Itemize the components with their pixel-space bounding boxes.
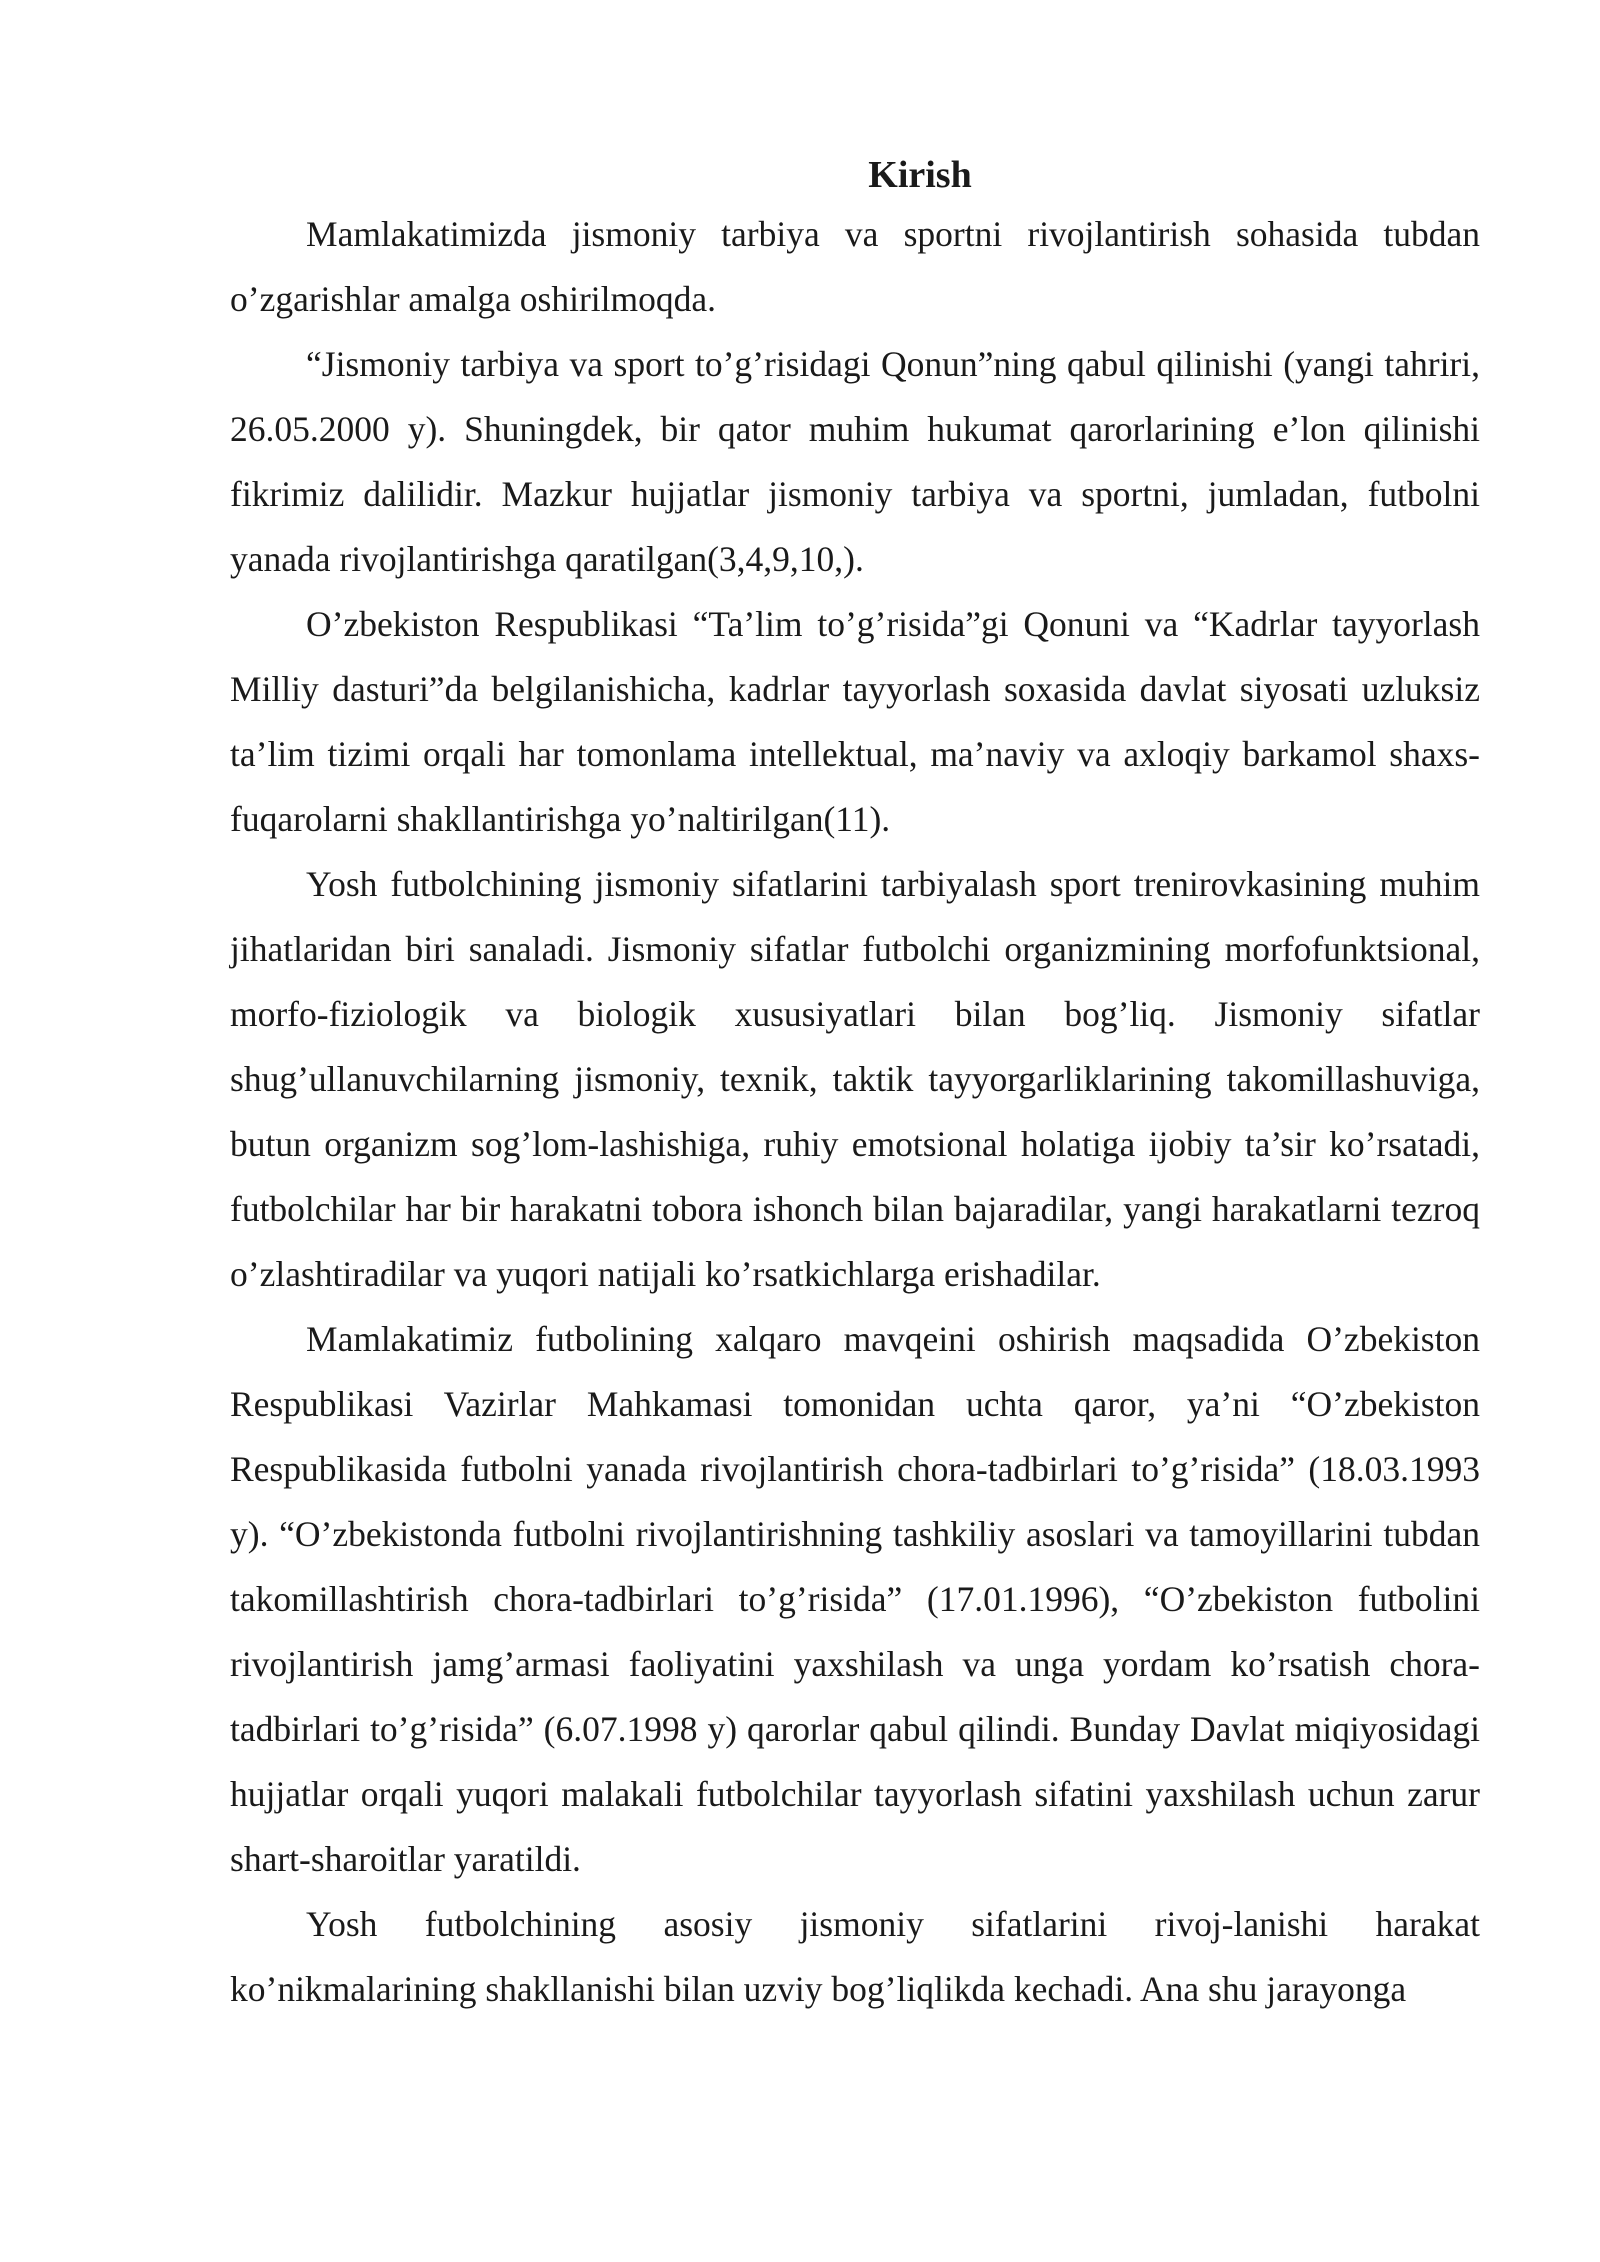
document-title: Kirish bbox=[868, 154, 972, 196]
paragraph-3: O’zbekiston Respublikasi “Ta’lim to’g’risida”gi Qonuni va “Kadrlar tayyorlash Milliy dasturi”da belgilanishicha, kadrlar tayyorlash soxasida davlat siyosati uzluksiz ta’lim tizimi orqali har tomonlama intellektual, ma’naviy va axloqiy barkamol shaxs-fuqarolarni shakllantirishga yo’naltirilgan(11). bbox=[230, 604, 1480, 839]
document-page bbox=[230, 150, 1480, 2022]
paragraph-2: “Jismoniy tarbiya va sport to’g’risidagi Qonun”ning qabul qilinishi (yangi tahriri, 26.05.2000 y). Shuningdek, bir qator muhim hukumat qarorlarining e’lon qilinishi fikrimiz dalilidir. Mazkur hujjatlar jismoniy tarbiya va sportni, jumladan, futbolni yanada rivojlantirishga qaratilgan(3,4,9,10,). bbox=[230, 344, 1480, 579]
paragraph-5: Mamlakatimiz futbolining xalqaro mavqeini oshirish maqsadida O’zbekiston Respublikasi Vazirlar Mahkamasi tomonidan uchta qaror, ya’ni “O’zbekiston Respublikasida futbolni yanada rivojlantirish chora-tadbirlari to’g’risida” (18.03.1993 y). “O’zbekistonda futbolni rivojlantirishning tashkiliy asoslari va tamoyillarini tubdan takomillashtirish chora-tadbirlari to’g’risida” (17.01.1996), “O’zbekiston futbolini rivojlantirish jamg’armasi faoliyatini yaxshilash va unga yordam ko’rsatish chora-tadbirlari to’g’risida” (6.07.1998 y) qarorlar qabul qilindi. Bunday Davlat miqiyosidagi hujjatlar orqali yuqori malakali futbolchilar tayyorlash sifatini yaxshilash uchun zarur shart-sharoitlar yaratildi. bbox=[230, 1319, 1480, 1879]
paragraph-1: Mamlakatimizda jismoniy tarbiya va sportni rivojlantirish sohasida tubdan o’zgarishlar amalga oshirilmoqda. bbox=[230, 214, 1480, 319]
paragraph-6: Yosh futbolchining asosiy jismoniy sifatlarini rivoj-lanishi harakat ko’nikmalarining shakllanishi bilan uzviy bog’liqlikda kechadi. Ana shu jarayonga bbox=[230, 1904, 1480, 2009]
paragraph-4: Yosh futbolchining jismoniy sifatlarini tarbiyalash sport trenirovkasining muhim jihatlaridan biri sanaladi. Jismoniy sifatlar futbolchi organizmining morfofunktsional, morfo-fiziologik va biologik xususiyatlari bilan bog’liq. Jismoniy sifatlar shug’ullanuvchilarning jismoniy, texnik, taktik tayyorgarliklarining takomillashuviga, butun organizm sog’lom-lashishiga, ruhiy emotsional holatiga ijobiy ta’sir ko’rsatadi, futbolchilar har bir harakatni tobora ishonch bilan bajaradilar, yangi harakatlarni tezroq o’zlashtiradilar va yuqori natijali ko’rsatkichlarga erishadilar. bbox=[230, 864, 1480, 1294]
